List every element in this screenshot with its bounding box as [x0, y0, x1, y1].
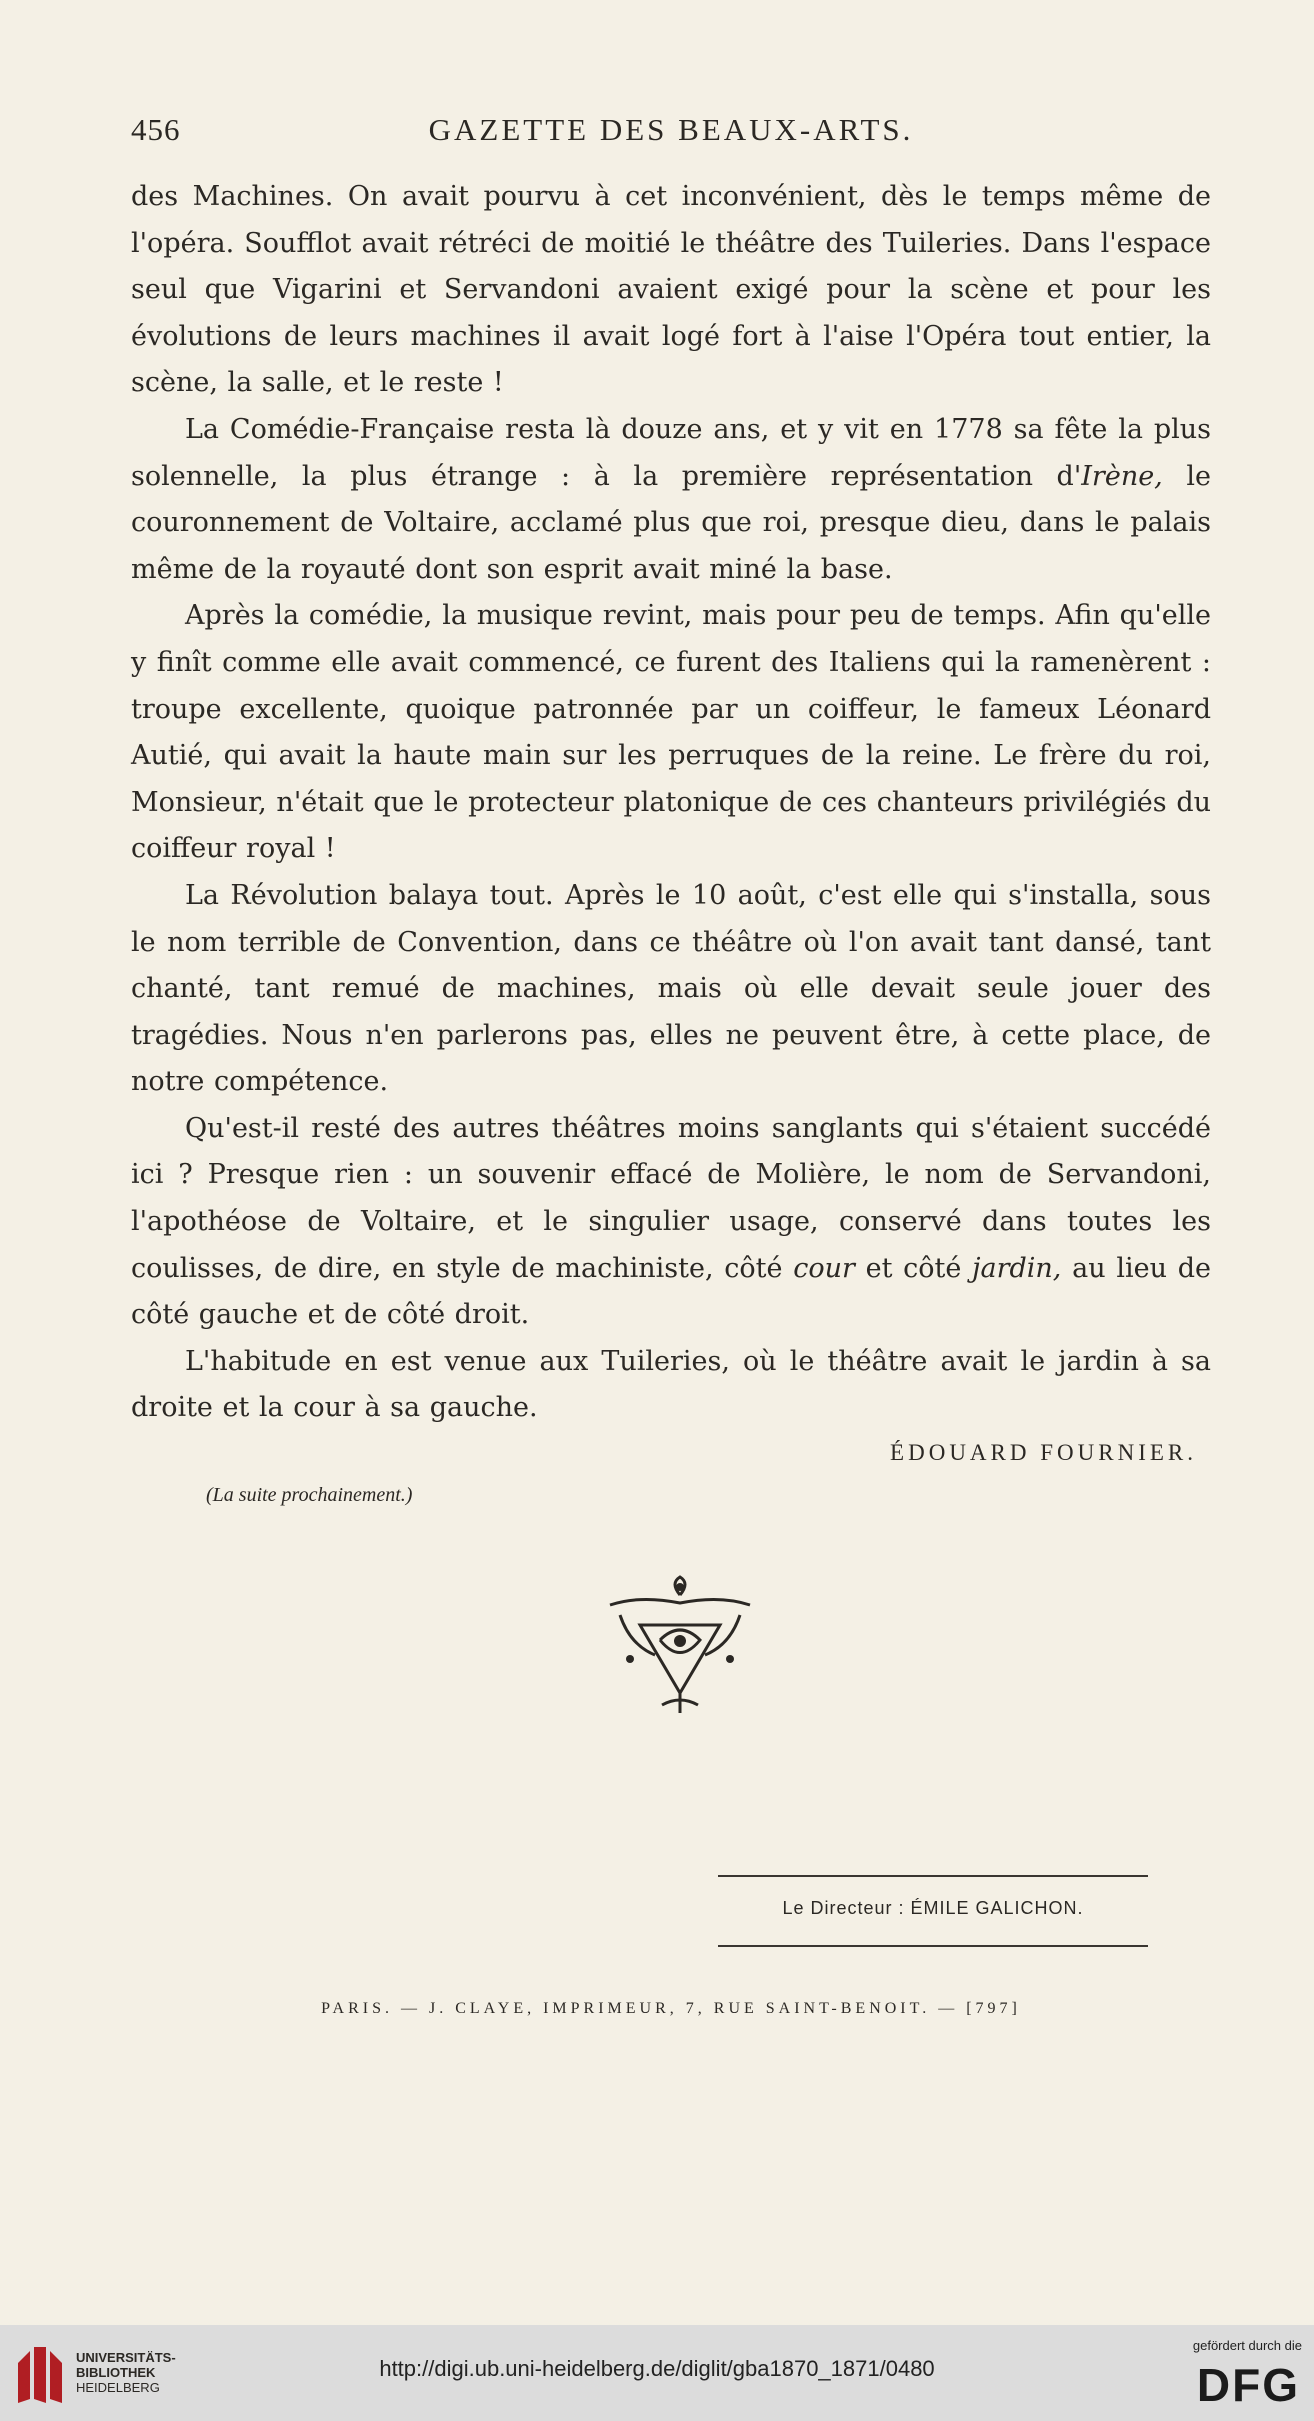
paragraph-1: des Machines. On avait pourvu à cet inconvénient, dès le temps même de l'opéra. Soufflot avait rétréci de moitié le théâtre des Tuileries. Dans l'espace seul que Vigarini et Servandoni avaient exigé pour la scène et pour les évolutions de leurs machines il avait logé fort à l'aise l'Opéra tout entier, la scène, la salle, et le reste !: [131, 181, 1211, 399]
continuation-note: (La suite prochainement.): [206, 1484, 413, 1506]
paragraph-5: [131, 1106, 1211, 1339]
library-name-line-1: UNIVERSITÄTS-: [76, 2350, 176, 2365]
paragraph-5-italic-jardin: jardin,: [972, 1252, 1062, 1284]
director-rule-bottom: [718, 1945, 1148, 1947]
article-body: [131, 174, 1211, 1432]
paragraph-5-text-b: et côté: [854, 1252, 973, 1284]
printer-imprint: PARIS. — J. CLAYE, IMPRIMEUR, 7, RUE SAINT-BENOIT. — [797]: [321, 2000, 1021, 2017]
ornament-icon: [600, 1575, 760, 1715]
library-name-line-2: BIBLIOTHEK: [76, 2365, 156, 2380]
page-number: 456: [131, 112, 181, 147]
paragraph-2-italic-irene: Irène,: [1081, 460, 1163, 492]
paragraph-2-text-b: le couronnement de Voltaire, acclamé plus que roi, presque dieu, dans le palais même de la royauté dont son esprit avait miné la base.: [131, 460, 1211, 585]
paragraph-3: Après la comédie, la musique revint, mais pour peu de temps. Afin qu'elle y finît comme elle avait commencé, ce furent des Italiens qui la ramenèrent : troupe excellente, quoique patronnée par un coiffeur, le fameux Léonard Autié, qui avait la haute main sur les perruques de la reine. Le frère du roi, Monsieur, n'était que le protecteur platonique de ces chanteurs privilégiés du coiffeur royal !: [131, 600, 1211, 865]
funding-note: gefördert durch die: [1192, 2338, 1302, 2353]
paragraph-6: L'habitude en est venue aux Tuileries, où le théâtre avait le jardin à sa droite et la cour à sa gauche.: [131, 1345, 1211, 1424]
paragraph-5-text-a: Qu'est-il resté des autres théâtres moins sanglants qui s'étaient succédé ici ? Presque rien : un souvenir effacé de Molière, le nom de Servandoni, l'apothéose de Voltaire, et le singulier usage, conservé dans toutes les coulisses, de dire, en style de machiniste, côté: [131, 1112, 1211, 1284]
paragraph-5-text-c: au lieu de côté gauche et de côté droit.: [131, 1252, 1211, 1331]
permalink-url[interactable]: http://digi.ub.uni-heidelberg.de/diglit/gba1870_1871/0480: [379, 2356, 935, 2381]
author-signature: ÉDOUARD FOURNIER.: [890, 1440, 1197, 1465]
paragraph-4: La Révolution balaya tout. Après le 10 août, c'est elle qui s'installa, sous le nom terrible de Convention, dans ce théâtre où l'on avait tant dansé, tant chanté, tant remué de machines, mais où elle devait seule jouer des tragédies. Nous n'en parlerons pas, elles ne peuvent être, à cette place, de notre compétence.: [131, 879, 1211, 1098]
paragraph-2-text-a: La Comédie-Française resta là douze ans, et y vit en 1778 sa fête la plus solennelle, la plus étrange : à la première représentation d': [131, 413, 1211, 492]
paragraph-2: [131, 407, 1211, 593]
dfg-logo: DFG: [1196, 2359, 1300, 2411]
page-header: [131, 112, 1211, 152]
director-rule-top: [718, 1875, 1148, 1877]
library-name-line-3: HEIDELBERG: [76, 2380, 160, 2395]
paragraph-5-italic-cour: cour: [793, 1252, 855, 1284]
running-title: GAZETTE DES BEAUX-ARTS.: [428, 112, 914, 147]
director-line: Le Directeur : ÉMILE GALICHON.: [782, 1898, 1084, 1918]
